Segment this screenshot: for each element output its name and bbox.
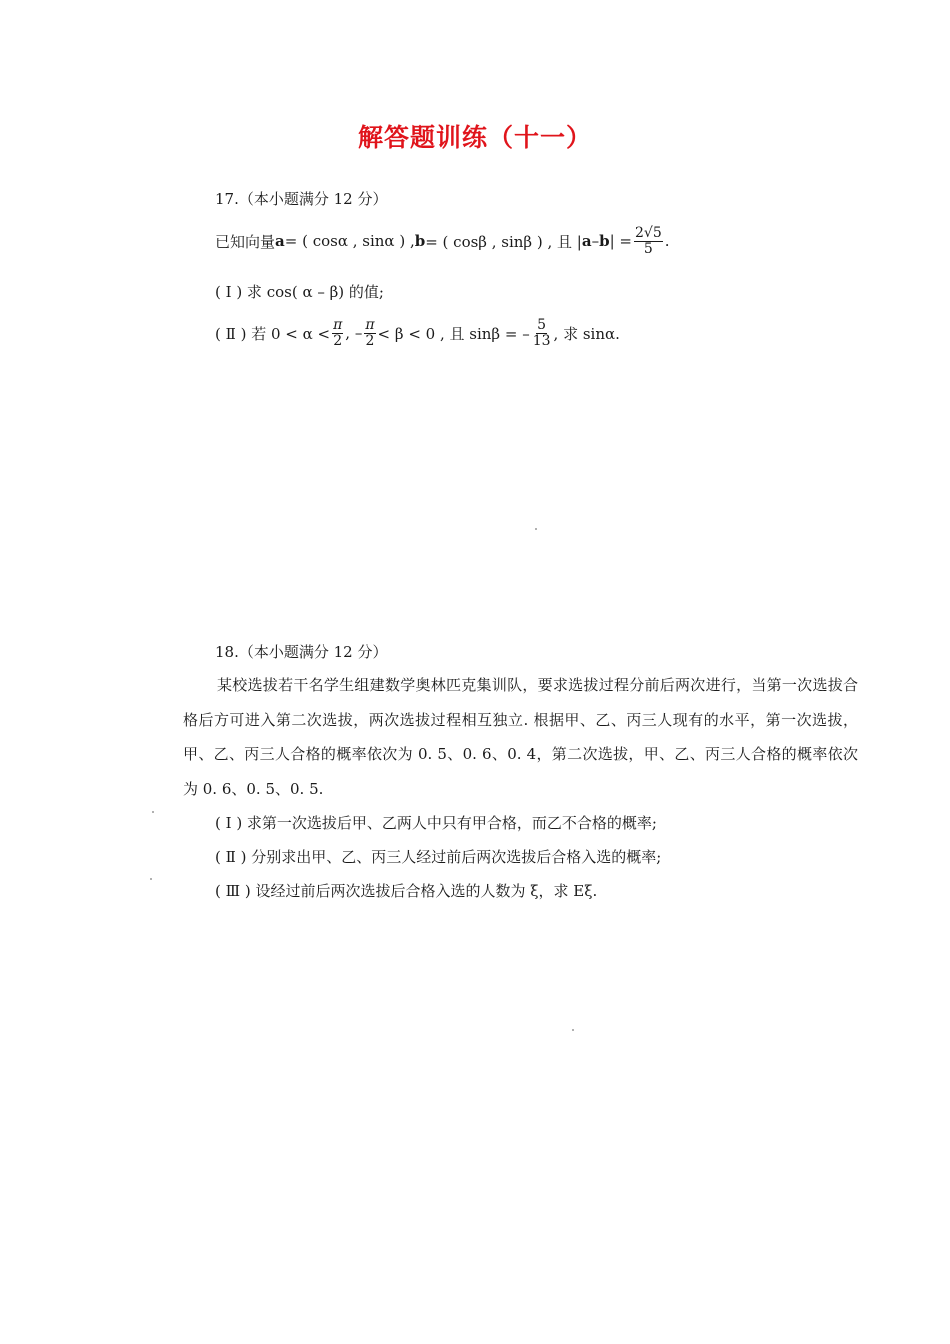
q18-part2: ( Ⅱ ) 分别求出甲、乙、丙三人经过前后两次选拔后合格入选的概率;: [215, 848, 662, 866]
q18-part1: ( Ⅰ ) 求第一次选拔后甲、乙两人中只有甲合格，而乙不合格的概率;: [215, 814, 657, 832]
q17-part1: ( Ⅰ ) 求 cos( α – β) 的值;: [215, 283, 384, 301]
fraction-pi-over-2: $\frac{\pi}{2}$: [333, 317, 343, 349]
scan-speck: [150, 878, 152, 880]
vector-a: a: [275, 232, 285, 251]
q17-header: 17.（本小题满分 12 分）: [215, 190, 388, 208]
fraction-2sqrt5-over-5: $\frac{2√5}{5}$: [634, 225, 662, 257]
page-title: 解答题训练（十一）: [357, 123, 592, 152]
q17-stem: 已知向量 a = ( cosα , sinα ) , b = ( cosβ , sinβ ) , 且 | a – b | = $\frac{2√5}{5}$ .: [215, 225, 670, 257]
scan-speck: [535, 528, 537, 530]
q18-part3: ( Ⅲ ) 设经过前后两次选拔后合格入选的人数为 ξ，求 Eξ.: [215, 882, 598, 900]
q18-paragraph: 某校选拔若干名学生组建数学奥林匹克集训队，要求选拔过程分前后两次进行，当第一次选拔合格后方可进入第二次选拔，两次选拔过程相互独立. 根据甲、乙、丙三人现有的水平，第一次选拔，甲、乙、丙三人合格的概率依次为 0. 5、0. 6、0. 4，第二次选拔，甲、乙、丙三人合格的概率依次为 0. 6、0. 5、0. 5.: [183, 676, 858, 798]
fraction-5-over-13: $\frac{5}{13}$: [532, 317, 551, 349]
fraction-pi-over-2: $\frac{\pi}{2}$: [365, 317, 375, 349]
q17-part2: ( Ⅱ ) 若 0 < α < $\frac{\pi}{2}$ , – $\frac{\pi}{2}$ < β < 0 , 且 sinβ = – $\frac{5}{13}$ , 求 sinα.: [215, 317, 620, 349]
scan-speck: [572, 1029, 574, 1031]
vector-b: b: [414, 232, 426, 251]
q18-header: 18.（本小题满分 12 分）: [215, 643, 388, 661]
scan-speck: [152, 811, 154, 813]
